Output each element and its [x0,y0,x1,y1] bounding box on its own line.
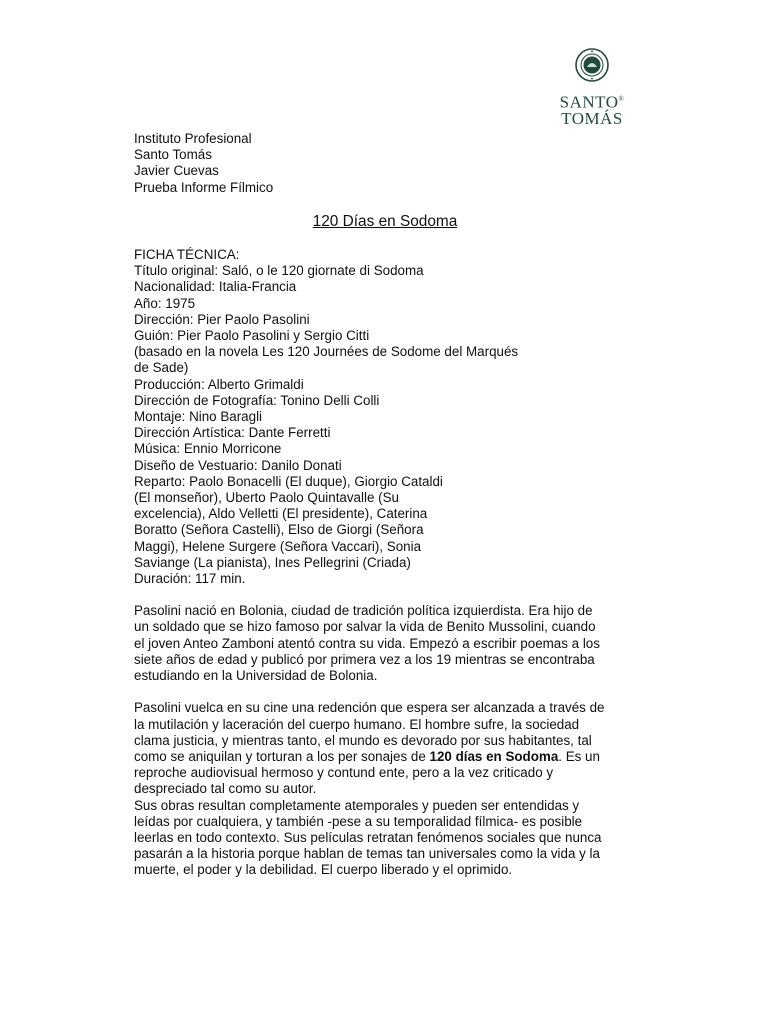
ficha-line: Saviange (La pianista), Ines Pellegrini (Criada) [134,554,411,570]
ficha-line: de Sade) [134,360,189,376]
ficha-tecnica [134,247,636,587]
ficha-line: Dirección de Fotografía: Tonino Delli Colli [134,392,380,408]
ficha-line: Título original: Saló, o le 120 giornate di Sodoma [134,263,424,279]
paragraph-line: la mutilación y laceración del cuerpo humano. El hombre sufre, la sociedad [134,716,580,732]
document-title: 120 Días en Sodoma [312,212,458,230]
paragraph-line: muerte, el poder y la debilidad. El cuerpo liberado y el oprimido. [134,862,513,878]
ficha-line: Reparto: Paolo Bonacelli (El duque), Giorgio Cataldi [134,473,443,489]
ficha-line: Año: 1975 [134,295,196,311]
ficha-line: (El monseñor), Uberto Paolo Quintavalle (Su [134,490,399,506]
santo-tomas-logo [557,48,627,128]
ficha-line: Producción: Alberto Grimaldi [134,376,304,392]
paragraph-line: despreciado tal como su autor. [134,781,317,797]
ficha-line: Música: Ennio Morricone [134,441,282,457]
paragraph-line: reproche audiovisual hermoso y contund ente, pero a la vez criticado y [134,765,554,781]
header-line: Javier Cuevas [134,163,219,179]
header-block [134,131,636,196]
paragraph-line: un soldado que se hizo famoso por salvar la vida de Benito Mussolini, cuando [134,619,596,635]
header-line: Instituto Profesional [134,131,252,146]
paragraph-analysis [134,700,636,878]
paragraph-line: estudiando en la Universidad de Bolonia. [134,668,378,684]
ficha-line: Boratto (Señora Castelli), Elso de Giorgi (Señora [134,522,424,538]
ficha-line: Maggi), Helene Surgere (Señora Vaccari), Sonia [134,538,422,554]
paragraph-line: clama justicia, y mientras tanto, el mundo es devorado por sus habitantes, tal [134,732,592,748]
film-title-bold: 120 días en Sodoma [429,748,559,764]
paragraph-line: Pasolini vuelca en su cine una redención que espera ser alcanzada a través de [134,700,605,716]
ficha-line: Duración: 117 min. [134,571,246,587]
text-segment: . Es un [558,748,600,764]
paragraph-line: Sus obras resultan completamente atemporales y pueden ser entendidas y [134,797,580,813]
paragraph-line: leídas por cualquiera, y también -pese a su temporalidad fílmica- es posible [134,813,583,829]
header-line: Santo Tomás [134,147,212,163]
ficha-line: excelencia), Aldo Velletti (El presidente), Caterina [134,506,428,522]
logo-word-tomas: TOMÁS [561,108,623,128]
paragraph-line: Pasolini nació en Bolonia, ciudad de tradición política izquierdista. Era hijo de [134,603,593,619]
document-body [134,131,636,879]
paragraph-line: el joven Anteo Zamboni atentó contra su vida. Empezó a escribir poemas a los [134,635,600,651]
ficha-line: Dirección: Pier Paolo Pasolini [134,311,310,327]
text-segment: como se aniquilan y torturan a los per sonajes de [134,748,430,764]
logo-word-santo: SANTO® [559,92,625,112]
ficha-line: FICHA TÉCNICA: [134,247,240,263]
seal-icon [575,48,609,82]
header-line: Prueba Informe Fílmico [134,179,274,195]
paragraph-line-with-bold [134,749,636,765]
paragraph-biography [134,603,636,684]
paragraph-line: siete años de edad y publicó por primera vez a los 19 mientras se encontraba [134,651,595,667]
ficha-line: Guión: Pier Paolo Pasolini y Sergio Citti [134,328,370,344]
paragraph-line: pasarán a la historia porque hablan de temas tan universales como la vida y la [134,846,600,862]
ficha-line: Nacionalidad: Italia-Francia [134,279,297,295]
ficha-line: Montaje: Nino Baragli [134,409,263,425]
ficha-line: (basado en la novela Les 120 Journées de Sodome del Marqués [134,344,519,360]
ficha-line: Dirección Artística: Dante Ferretti [134,425,331,441]
paragraph-line: leerlas en todo contexto. Sus películas retratan fenómenos sociales que nunca [134,829,602,845]
ficha-line: Diseño de Vestuario: Danilo Donati [134,457,342,473]
